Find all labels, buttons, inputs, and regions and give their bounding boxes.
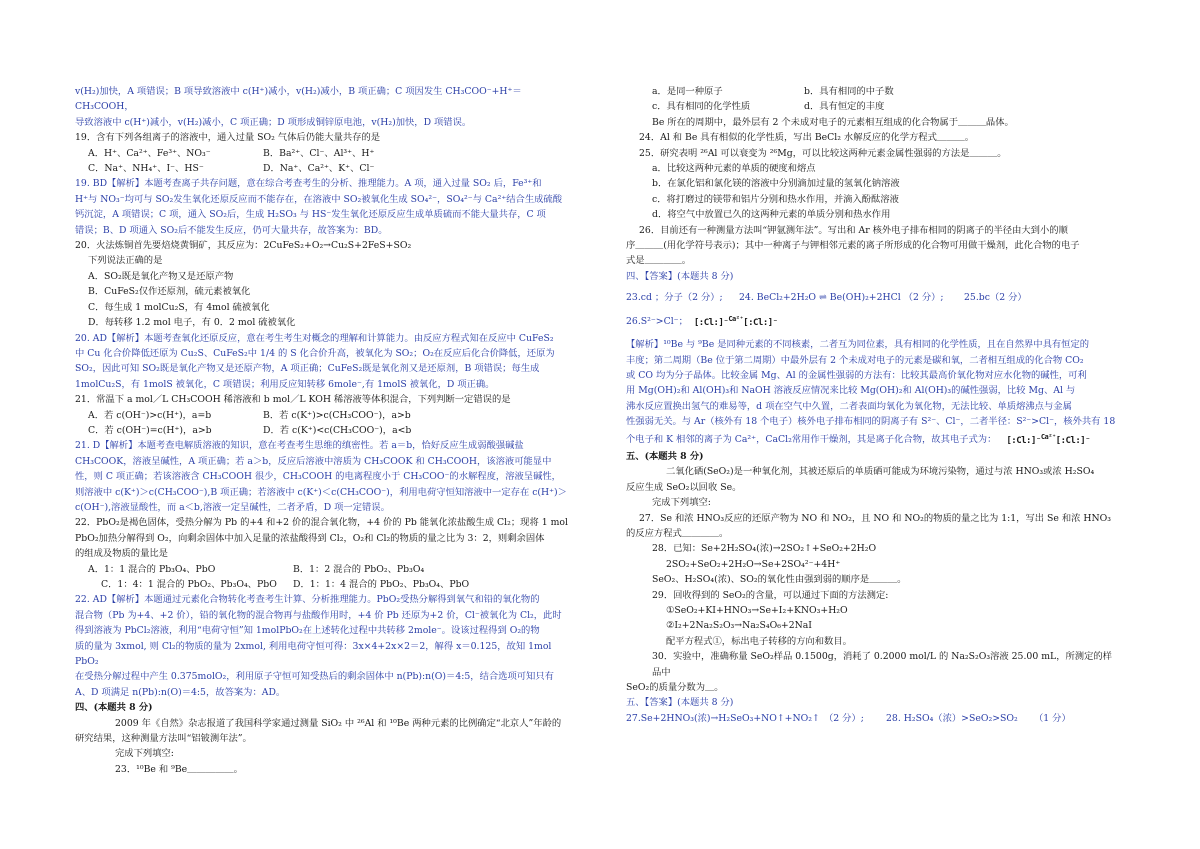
- option-a: A．SO₂既是氧化产物又是还原产物: [88, 270, 234, 282]
- question-28-ask: SeO₂、H₂SO₄(浓)、SO₂的氧化性由强到弱的顺序是＿＿＿。: [652, 574, 907, 586]
- chloride-ion: [:Cl:]⁻: [1006, 435, 1041, 446]
- answer-20: SO₂，因此可知 SO₂既是氧化产物又是还原产物，A 项正确；CuFeS₂既是氧化剂又是还原剂，B 项错误；每生成: [75, 363, 540, 375]
- answer-22: 在受热分解过程中产生 0.375molO₂，利用原子守恒可知受热后的剩余固体中 n(Pb):n(O)＝4:5，结合选项可知只有: [75, 671, 554, 683]
- cacl2-electron-formula: [1006, 430, 1090, 449]
- explanation-4: 个电子和 K 相邻的离子为 Ca²⁺，CaCl₂常用作干燥剂，其是离子化合物，故其电子式为：: [626, 433, 997, 445]
- explanation-4: 【解析】¹⁰Be 与 ⁹Be 是同种元素的不同核素，二者互为同位素，具有相同的化学性质，且在自然界中具有恒定的: [626, 339, 1090, 351]
- answer-21: CH₃COOK，溶液呈碱性，A 项正确；若 a＞b，反应后溶液中溶质为 CH₃COOK 和 CH₃COOH，该溶液可能显中: [75, 455, 552, 467]
- answer-21: 则溶液中 c(K⁺)＞c(CH₃COO⁻),B 项正确；若溶液中 c(K⁺)＜c(CH₃COO⁻)，利用电荷守恒知溶液中一定存在 c(H⁺)＞: [75, 486, 567, 498]
- question-27: 的反应方程式＿＿＿＿。: [626, 527, 729, 539]
- option-a: A．H⁺、Ca²⁺、Fe³⁺、NO₃⁻: [88, 147, 211, 159]
- explanation-4: 用 Mg(OH)₂和 Al(OH)₃和 NaOH 溶液反应情况来比较 Mg(OH)₂和 Al(OH)₃的碱性强弱，比较 Mg、Al 与: [626, 385, 1076, 397]
- question-25: 25．研究表明 ²⁶Al 可以衰变为 ²⁶Mg，可以比较这两种元素金属性强弱的方法是＿＿＿。: [639, 147, 1007, 159]
- question-22: 22．PbO₂是褐色固体，受热分解为 Pb 的+4 和+2 价的混合氧化物，+4 价的 Pb 能氧化浓盐酸生成 Cl₂；现将 1 mol: [75, 517, 568, 529]
- question-26: 序＿＿＿(用化学符号表示)；其中一种离子与钾相邻元素的离子所形成的化合物可用做干燥剂，此化合物的电子: [626, 240, 1080, 252]
- chloride-ion: [:Cl:]⁻: [743, 317, 778, 328]
- answer-21: 21. D【解析】本题考查电解质溶液的知识，意在考查考生思维的缜密性。若 a＝b，恰好反应生成弱酸强碱盐: [75, 440, 524, 452]
- option-c: C．Na⁺、NH₄⁺、I⁻、HS⁻: [88, 163, 204, 175]
- answer-20: 1molCu₂S，有 1molS 被氧化，C 项错误；利用反应知转移 6mole⁻,有 1molS 被氧化，D 项正确。: [75, 378, 495, 390]
- option-c: c．具有相同的化学性质: [652, 101, 751, 113]
- chloride-ion: [:Cl:]⁻: [1055, 435, 1091, 446]
- section-4-intro: 研究结果，这种测量方法叫“铝铍测年法”。: [75, 733, 252, 745]
- answer-27-points: （2 分）;: [824, 712, 864, 724]
- options-23-cd: [626, 99, 1120, 114]
- question-29-eq1: ①SeO₂+KI+HNO₃→Se+I₂+KNO₃+H₂O: [666, 605, 848, 616]
- section-4-heading: 四、(本题共 8 分): [75, 702, 153, 714]
- answer-22: 混合物（Pb 为+4、+2 价），铅的氧化物的混合物再与盐酸作用时，+4 价 Pb 还原为+2 价，Cl⁻被氧化为 Cl₂，此时: [75, 609, 562, 621]
- answer-text: v(H₂)加快，A 项错误；B 项导致溶液中 c(H⁺)减小，v(H₂)减小，B 项正确；C 项因发生 CH₃COO⁻+H⁺＝CH₃COOH，: [75, 86, 522, 113]
- answer-22: 22. AD【解析】本题通过元素化合物转化考查考生计算、分析推理能力。PbO₂受热分解得到氧气和铅的氧化物的: [75, 594, 540, 606]
- explanation-4: 丰度；第二周期（Be 位于第二周期）中最外层有 2 个未成对电子的元素是碳和氧，二者相互组成的化合物 CO₂: [626, 354, 1084, 366]
- question-26: 式是＿＿＿＿。: [626, 255, 692, 267]
- question-26: 26．目前还有一种测量方法叫“钾氩测年法”。写出和 Ar 核外电子排布相同的阴离子的半径由大到小的顺: [639, 224, 1068, 236]
- section-5-intro: 二氧化硒(SeO₂)是一种氧化剂，其被还原后的单质硒可能成为环境污染物，通过与浓 HNO₃或浓 H₂SO₄: [666, 466, 1095, 478]
- option-d: d．具有恒定的丰度: [804, 101, 885, 113]
- answer-19: 19. BD【解析】本题考查离子共存问题，意在综合考查考生的分析、推理能力。A 项，通入过量 SO₂ 后，Fe³⁺和: [75, 178, 542, 190]
- option-b: B．若 c(K⁺)>c(CH₃COO⁻)，a>b: [263, 409, 411, 421]
- explanation-4: 沸水反应置换出氢气的难易等，d 项在空气中久置，二者表面均氧化为氧化物，无法比较、单质熔沸点与金属: [626, 400, 1072, 412]
- question-29-ask: 配平方程式①，标出电子转移的方向和数目。: [666, 635, 852, 647]
- options-23-ab: [626, 84, 1120, 99]
- section-4-answer-heading: 四、【答案】(本题共 8 分): [626, 270, 734, 282]
- section-4-instruction: 完成下列填空:: [115, 748, 174, 760]
- answer-22: 得到溶液为 PbCl₂溶液，利用“电荷守恒”知 1molPbO₂在上述转化过程中共转移 2mole⁻。设该过程得到 O₂的物: [75, 625, 540, 637]
- question-21: 21．常温下 a mol／L CH₃COOH 稀溶液和 b mol／L KOH 稀溶液等体积混合，下列判断一定错误的是: [75, 394, 511, 406]
- option-a: A．1：1 混合的 Pb₃O₄、PbO: [88, 563, 216, 575]
- answer-22: A、D 项满足 n(Pb):n(O)＝4:5，故答案为：AD。: [75, 686, 286, 698]
- answer-20: 中 Cu 化合价降低还原为 Cu₂S、CuFeS₂中 1/4 的 S 化合价升高，被氧化为 SO₂；O₂在反应后化合价降低，还原为: [75, 347, 555, 359]
- answer-21: 性，则 C 项正确；若该溶液含 CH₃COOH 很少，CH₃COOH 的电离程度小于 CH₃COO⁻的水解程度，溶液呈碱性，: [75, 471, 561, 483]
- right-column: [626, 84, 1120, 726]
- section-5-heading: 五、(本题共 8 分): [626, 450, 704, 462]
- option-a: A．若 c(OH⁻)>c(H⁺)，a=b: [88, 409, 212, 421]
- answer-26: [626, 312, 1120, 331]
- cacl2-electron-formula: [694, 312, 778, 331]
- answer-24: 24. BeCl₂+2H₂O ⇌ Be(OH)₂+2HCl （2 分）;: [739, 292, 944, 304]
- options-21-cd: [75, 423, 575, 438]
- explanation-4: 或 CO 均为分子晶体。比较金属 Mg、Al 的金属性强弱的方法有：比较其最高价氧化物对应水化物的碱性，可利: [626, 369, 1087, 381]
- options-22-ab: [75, 562, 575, 577]
- section-5-intro: 反应生成 SeO₂以回收 Se。: [626, 481, 742, 493]
- calcium-ion: Ca²⁺: [728, 314, 744, 323]
- option-d: D．Na⁺、Ca²⁺、K⁺、Cl⁻: [263, 163, 375, 175]
- question-29: 29．回收得到的 SeO₂的含量，可以通过下面的方法测定:: [652, 589, 889, 601]
- option-c: C．1：4：1 混合的 PbO₂、Pb₃O₄、PbO: [101, 579, 277, 590]
- option-b: B．CuFeS₂仅作还原剂，硫元素被氧化: [88, 286, 251, 298]
- question-30: 30．实验中，准确称量 SeO₂样品 0.1500g，消耗了 0.2000 mol/L 的 Na₂S₂O₃溶液 25.00 mL，所测定的样品中: [652, 651, 1112, 678]
- question-23: 23．¹⁰Be 和 ⁹Be＿＿＿＿＿。: [115, 763, 243, 775]
- question-20-stem: 下列说法正确的是: [88, 255, 163, 267]
- answer-19: 错误；B、D 项通入 SO₂后不能发生反应，仍可大量共存，故答案为：BD。: [75, 224, 388, 236]
- question-20: 20．火法炼铜首先要焙烧黄铜矿，其反应为：2CuFeS₂+O₂→Cu₂S+2FeS+SO₂: [75, 240, 412, 252]
- chloride-ion: [:Cl:]⁻: [693, 317, 729, 328]
- option-d: D．每转移 1.2 mol 电子，有 0．2 mol 硫被氧化: [88, 317, 296, 329]
- option-b: b．具有相同的中子数: [804, 86, 894, 97]
- option-b: B．1：2 混合的 PbO₂、Pb₃O₄: [293, 563, 425, 575]
- answer-25: 25.bc（2 分）: [964, 292, 1027, 304]
- left-column: [75, 84, 575, 777]
- question-28-eq2: 2SO₂+SeO₂+2H₂O→Se+2SO₄²⁻+4H⁺: [666, 558, 841, 570]
- answer-20: 20. AD【解析】本题考查氧化还原反应，意在考生考生对概念的理解和计算能力。由反应方程式知在反应中 CuFeS₂: [75, 332, 554, 344]
- option-d: d．将空气中放置已久的这两种元素的单质分别和热水作用: [652, 209, 891, 221]
- question-22: 的组成及物质的量比是: [75, 548, 168, 560]
- question-22: PbO₂加热分解得到 O₂，向剩余固体中加入足量的浓盐酸得到 Cl₂，O₂和 Cl₂的物质的量之比为 3：2，则剩余固体: [75, 532, 545, 544]
- answer-19: H⁺与 NO₃⁻均可与 SO₂发生氧化还原反应而不能存在，在溶液中 SO₂被氧化生成 SO₄²⁻，SO₄²⁻与 Ca²⁺结合生成硫酸: [75, 193, 563, 205]
- explanation-4-last: [626, 430, 1120, 449]
- option-c: C．每生成 1 molCu₂S，有 4mol 硫被氧化: [88, 301, 270, 313]
- question-19: 19．含有下列各组离子的溶液中，通入过量 SO₂ 气体后仍能大量共存的是: [75, 132, 381, 144]
- option-c: c．将打磨过的镁带和铝片分别和热水作用，并滴入酚酞溶液: [652, 193, 899, 205]
- option-d: D．若 c(K⁺)<c(CH₃COO⁻)，a<b: [263, 424, 412, 436]
- answer-27: 27.Se+2HNO₃(浓)→H₂SeO₃+NO↑+NO₂↑: [626, 712, 820, 724]
- question-23-part2: Be 所在的周期中，最外层有 2 个未成对电子的元素相互组成的化合物属于＿＿＿晶体。: [652, 116, 1014, 128]
- question-27: 27．Se 和浓 HNO₃反应的还原产物为 NO 和 NO₂，且 NO 和 NO₂的物质的量之比为 1:1，写出 Se 和浓 HNO₃: [639, 512, 1111, 524]
- answer-22: 质的量为 3xmol, 则 Cl₂的物质的量为 2xmol, 利用电荷守恒可得：3x×4+2x×2＝2，解得 x＝0.125，故知 1mol PbO₂: [75, 640, 552, 668]
- answer-19: 钙沉淀，A 项错误；C 项，通入 SO₂后，生成 H₂SO₃ 与 HS⁻发生氧化还原反应生成单质硫而不能大量共存，C 项: [75, 209, 546, 221]
- option-d: D．1：1：4 混合的 PbO₂、Pb₃O₄、PbO: [293, 579, 470, 590]
- section-5-instruction: 完成下列填空:: [652, 497, 711, 509]
- answer-21: c(OH⁻),溶液显酸性，而 a＜b,溶液一定呈碱性，二者矛盾，D 项一定错误。: [75, 501, 390, 513]
- answer-26-text: 26.S²⁻>Cl⁻；: [626, 315, 688, 327]
- question-30: SeO₂的质量分数为＿。: [626, 682, 724, 694]
- question-29-eq2: ②I₂+2Na₂S₂O₃→Na₂S₄O₆+2NaI: [666, 620, 812, 632]
- answers-23-25: [626, 290, 1120, 305]
- options-19-ab: [75, 146, 575, 161]
- options-19-cd: [75, 161, 575, 176]
- question-28: 28．已知：Se+2H₂SO₄(浓)→2SO₂↑+SeO₂+2H₂O: [652, 543, 877, 555]
- answer-28-points: （1 分）: [1034, 712, 1071, 724]
- section-4-intro: 2009 年《自然》杂志报道了我国科学家通过测量 SiO₂ 中 ²⁶Al 和 ¹⁰Be 两种元素的比例确定“北京人”年龄的: [115, 717, 562, 729]
- answers-27-28: [626, 711, 1120, 726]
- option-a: a．是同一种原子: [652, 86, 723, 97]
- answer-23: 23.cd ；分子（2 分）;: [626, 292, 723, 304]
- section-5-answer-heading: 五、【答案】(本题共 8 分): [626, 697, 734, 709]
- option-a: a．比较这两种元素的单质的硬度和熔点: [652, 163, 816, 175]
- options-21-ab: [75, 408, 575, 423]
- answer-text: 导致溶液中 c(H⁺)减小，v(H₂)减小，C 项正确；D 项形成铜锌原电池，v(H₂)加快，D 项错误。: [75, 116, 472, 128]
- question-24: 24．Al 和 Be 具有相似的化学性质，写出 BeCl₂ 水解反应的化学方程式＿＿＿。: [639, 132, 975, 144]
- answer-28: 28. H₂SO₄（浓）>SeO₂>SO₂: [886, 712, 1018, 724]
- option-b: b．在氯化铝和氯化镁的溶液中分别滴加过量的氢氧化钠溶液: [652, 178, 900, 190]
- explanation-4: 性强弱无关。与 Ar（核外有 18 个电子）核外电子排布相同的阴离子有 S²⁻、Cl⁻，二者半径：S²⁻>Cl⁻，核外共有 18: [626, 416, 1116, 428]
- option-c: C．若 c(OH⁻)=c(H⁺)，a>b: [88, 424, 212, 436]
- calcium-ion: Ca²⁺: [1040, 432, 1056, 441]
- option-b: B．Ba²⁺、Cl⁻、Al³⁺、H⁺: [263, 147, 375, 159]
- options-22-cd: [75, 577, 575, 592]
